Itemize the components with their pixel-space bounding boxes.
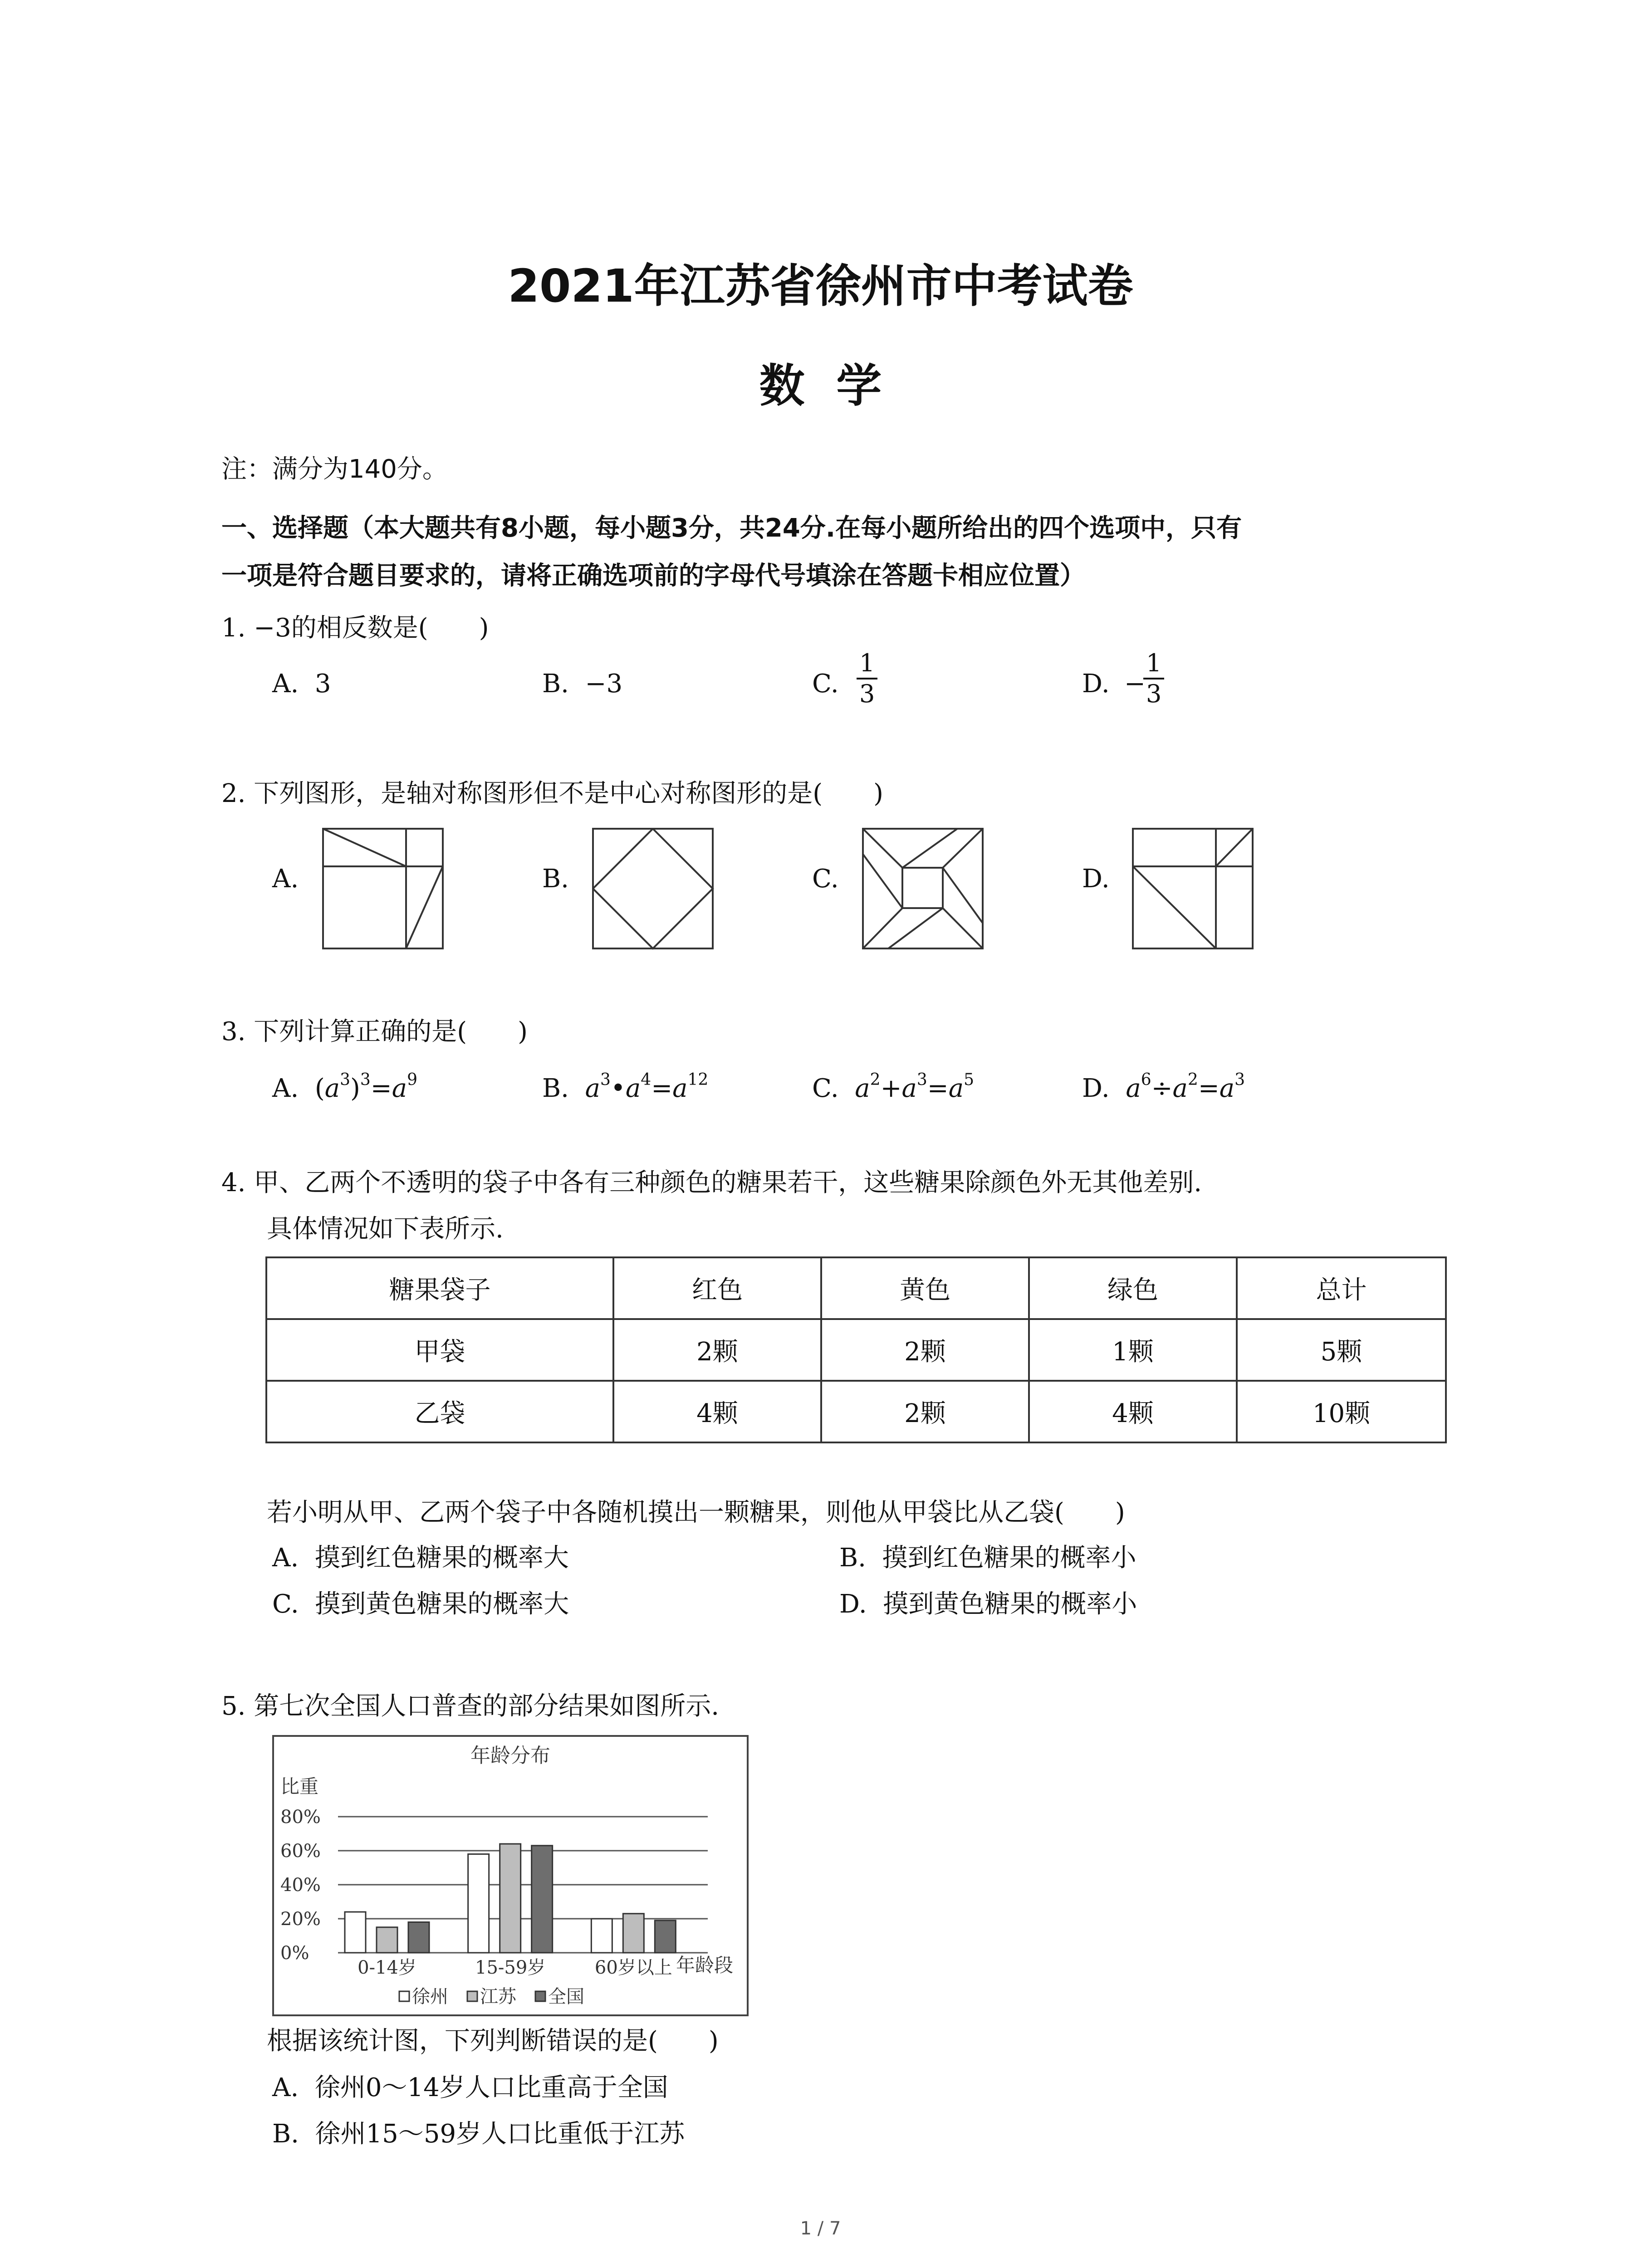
chart-xtick-label: 15-59岁 <box>475 1957 546 1978</box>
chart-legend-label: 徐州 <box>412 1986 448 2007</box>
chart-bar <box>532 1846 553 1953</box>
table-cell: 乙袋 <box>266 1381 613 1442</box>
fraction-numerator: 1 <box>857 649 877 679</box>
chart-bar <box>468 1854 489 1953</box>
q3-option-b <box>542 1070 708 1107</box>
option-letter: C. <box>812 1074 839 1103</box>
chart-bar <box>623 1914 644 1953</box>
table-header-cell: 总计 <box>1237 1257 1446 1319</box>
full-score-note: 注：满分为140分。 <box>221 455 448 484</box>
exponent: 2 <box>1187 1070 1198 1089</box>
exam-title: 2021年江苏省徐州市中考试卷 <box>508 259 1133 313</box>
table-row <box>266 1381 1446 1442</box>
exponent: 2 <box>870 1070 881 1089</box>
q2-option-c-label: C. <box>812 864 839 894</box>
q4-option-b: B. 摸到红色糖果的概率小 <box>839 1543 1136 1573</box>
fraction-denominator: 3 <box>1146 679 1162 708</box>
page-number: 1 / 7 <box>800 2218 841 2239</box>
table-cell: 1颗 <box>1029 1319 1237 1381</box>
equals-sign: = <box>370 1074 392 1103</box>
q5-question: 根据该统计图，下列判断错误的是( ) <box>267 2026 719 2056</box>
variable-a: a <box>855 1074 870 1103</box>
q1-stem: 1. −3的相反数是( ) <box>221 613 489 643</box>
chart-bar <box>408 1922 429 1953</box>
multiply-dot: • <box>610 1074 626 1103</box>
table-cell: 10颗 <box>1237 1381 1446 1442</box>
q1-option-d-label: D. <box>1082 669 1110 699</box>
option-letter: A. <box>272 1074 299 1103</box>
chart-xtick-label: 60岁以上 <box>594 1957 672 1978</box>
equals-sign: = <box>927 1074 949 1103</box>
q4-question: 若小明从甲、乙两个袋子中各随机摸出一颗糖果，则他从甲袋比从乙袋( ) <box>267 1498 1125 1527</box>
chart-legend-swatch <box>467 1991 477 2001</box>
variable-a: a <box>324 1074 340 1103</box>
exponent: 3 <box>600 1070 611 1089</box>
q2-option-b-label: B. <box>542 864 569 894</box>
divide-sign: ÷ <box>1151 1074 1173 1103</box>
table-cell: 2颗 <box>821 1381 1029 1442</box>
chart-legend-swatch <box>399 1991 409 2001</box>
fraction-numerator: 1 <box>1143 649 1164 679</box>
exponent: 9 <box>407 1070 417 1089</box>
paren-open: ( <box>314 1074 325 1103</box>
table-cell: 2颗 <box>821 1319 1029 1381</box>
chart-ytick-label: 80% <box>280 1807 321 1828</box>
variable-a: a <box>585 1074 600 1103</box>
table-header-cell: 绿色 <box>1029 1257 1237 1319</box>
table-header-cell: 糖果袋子 <box>266 1257 613 1319</box>
q2-option-d-label: D. <box>1082 864 1110 894</box>
q2-option-a-label: A. <box>272 864 299 894</box>
exponent: 3 <box>1234 1070 1245 1089</box>
chart-xtick-label: 0-14岁 <box>358 1957 416 1978</box>
exponent: 3 <box>360 1070 371 1089</box>
chart-bar <box>377 1927 397 1953</box>
exponent: 12 <box>687 1070 709 1089</box>
q5-option-b: B. 徐州15～59岁人口比重低于江苏 <box>272 2119 685 2149</box>
exponent: 4 <box>641 1070 652 1089</box>
chart-ytick-label: 60% <box>280 1841 321 1862</box>
q1-option-d-sign: − <box>1124 669 1146 699</box>
exponent: 3 <box>916 1070 927 1089</box>
q3-option-c <box>812 1070 974 1107</box>
q3-option-d <box>1082 1070 1245 1107</box>
q1-option-a: A. 3 <box>272 669 331 699</box>
q3-stem: 3. 下列计算正确的是( ) <box>221 1017 528 1046</box>
chart-legend-label: 全国 <box>548 1986 584 2007</box>
q1-option-b: B. −3 <box>542 669 623 699</box>
chart-legend-label: 江苏 <box>480 1986 516 2007</box>
equals-sign: = <box>651 1074 673 1103</box>
chart-ytick-label: 20% <box>280 1909 321 1930</box>
q2-figure-d <box>1132 828 1254 950</box>
chart-bar <box>591 1919 612 1953</box>
q4-stem-line2: 具体情况如下表所示. <box>267 1214 504 1244</box>
variable-a: a <box>392 1074 407 1103</box>
table-cell: 2颗 <box>613 1319 821 1381</box>
q4-option-d: D. 摸到黄色糖果的概率小 <box>839 1589 1137 1619</box>
variable-a: a <box>625 1074 641 1103</box>
variable-a: a <box>672 1074 688 1103</box>
exponent: 3 <box>340 1070 351 1089</box>
chart-svg <box>272 1735 749 2016</box>
chart-bar <box>345 1912 366 1953</box>
paren-close: ) <box>350 1074 360 1103</box>
chart-legend-swatch <box>535 1991 545 2001</box>
chart-ytick-label: 40% <box>280 1875 321 1896</box>
variable-a: a <box>1126 1074 1141 1103</box>
variable-a: a <box>948 1074 964 1103</box>
exponent: 5 <box>964 1070 974 1089</box>
q2-figure-b <box>592 828 715 950</box>
table-header-row <box>266 1257 1446 1319</box>
section-heading-line1: 一、选择题（本大题共有8小题，每小题3分，共24分.在每小题所给出的四个选项中，只有 <box>221 513 1242 543</box>
fraction-denominator: 3 <box>859 679 875 708</box>
table-cell: 甲袋 <box>266 1319 613 1381</box>
age-distribution-chart <box>272 1735 749 2016</box>
chart-bar <box>500 1844 521 1953</box>
chart-ytick-label: 0% <box>280 1943 309 1964</box>
table-cell: 4颗 <box>1029 1381 1237 1442</box>
option-letter: B. <box>542 1074 569 1103</box>
q5-stem: 5. 第七次全国人口普查的部分结果如图所示. <box>221 1691 720 1721</box>
variable-a: a <box>1219 1074 1235 1103</box>
q1-option-c-fraction <box>857 649 877 709</box>
chart-ylabel: 比重 <box>280 1775 319 1798</box>
q2-figure-c <box>862 828 985 950</box>
table-header-cell: 黄色 <box>821 1257 1029 1319</box>
equals-sign: = <box>1198 1074 1220 1103</box>
chart-bar <box>655 1921 676 1953</box>
q4-stem-line1: 4. 甲、乙两个不透明的袋子中各有三种颜色的糖果若干，这些糖果除颜色外无其他差别. <box>221 1168 1202 1198</box>
subject-title: 数 学 <box>759 359 882 412</box>
variable-a: a <box>901 1074 917 1103</box>
chart-xlabel: 年龄段 <box>676 1954 734 1976</box>
option-letter: D. <box>1082 1074 1110 1103</box>
chart-title: 年龄分布 <box>470 1744 550 1767</box>
q5-option-a: A. 徐州0～14岁人口比重高于全国 <box>272 2073 668 2102</box>
candy-table <box>265 1256 1447 1443</box>
q1-option-d-fraction <box>1143 649 1164 709</box>
plus-sign: + <box>880 1074 902 1103</box>
table-header-cell: 红色 <box>613 1257 821 1319</box>
section-heading-line2: 一项是符合题目要求的，请将正确选项前的字母代号填涂在答题卡相应位置） <box>221 561 1085 591</box>
q4-option-c: C. 摸到黄色糖果的概率大 <box>272 1589 569 1619</box>
q1-option-c-label: C. <box>812 669 839 699</box>
q2-stem: 2. 下列图形，是轴对称图形但不是中心对称图形的是( ) <box>221 779 883 808</box>
q4-option-a: A. 摸到红色糖果的概率大 <box>272 1543 569 1573</box>
q2-figure-a <box>322 828 445 950</box>
exponent: 6 <box>1141 1070 1151 1089</box>
variable-a: a <box>1172 1074 1188 1103</box>
table-row <box>266 1319 1446 1381</box>
q3-option-a <box>272 1070 417 1107</box>
table-cell: 4颗 <box>613 1381 821 1442</box>
table-cell: 5颗 <box>1237 1319 1446 1381</box>
